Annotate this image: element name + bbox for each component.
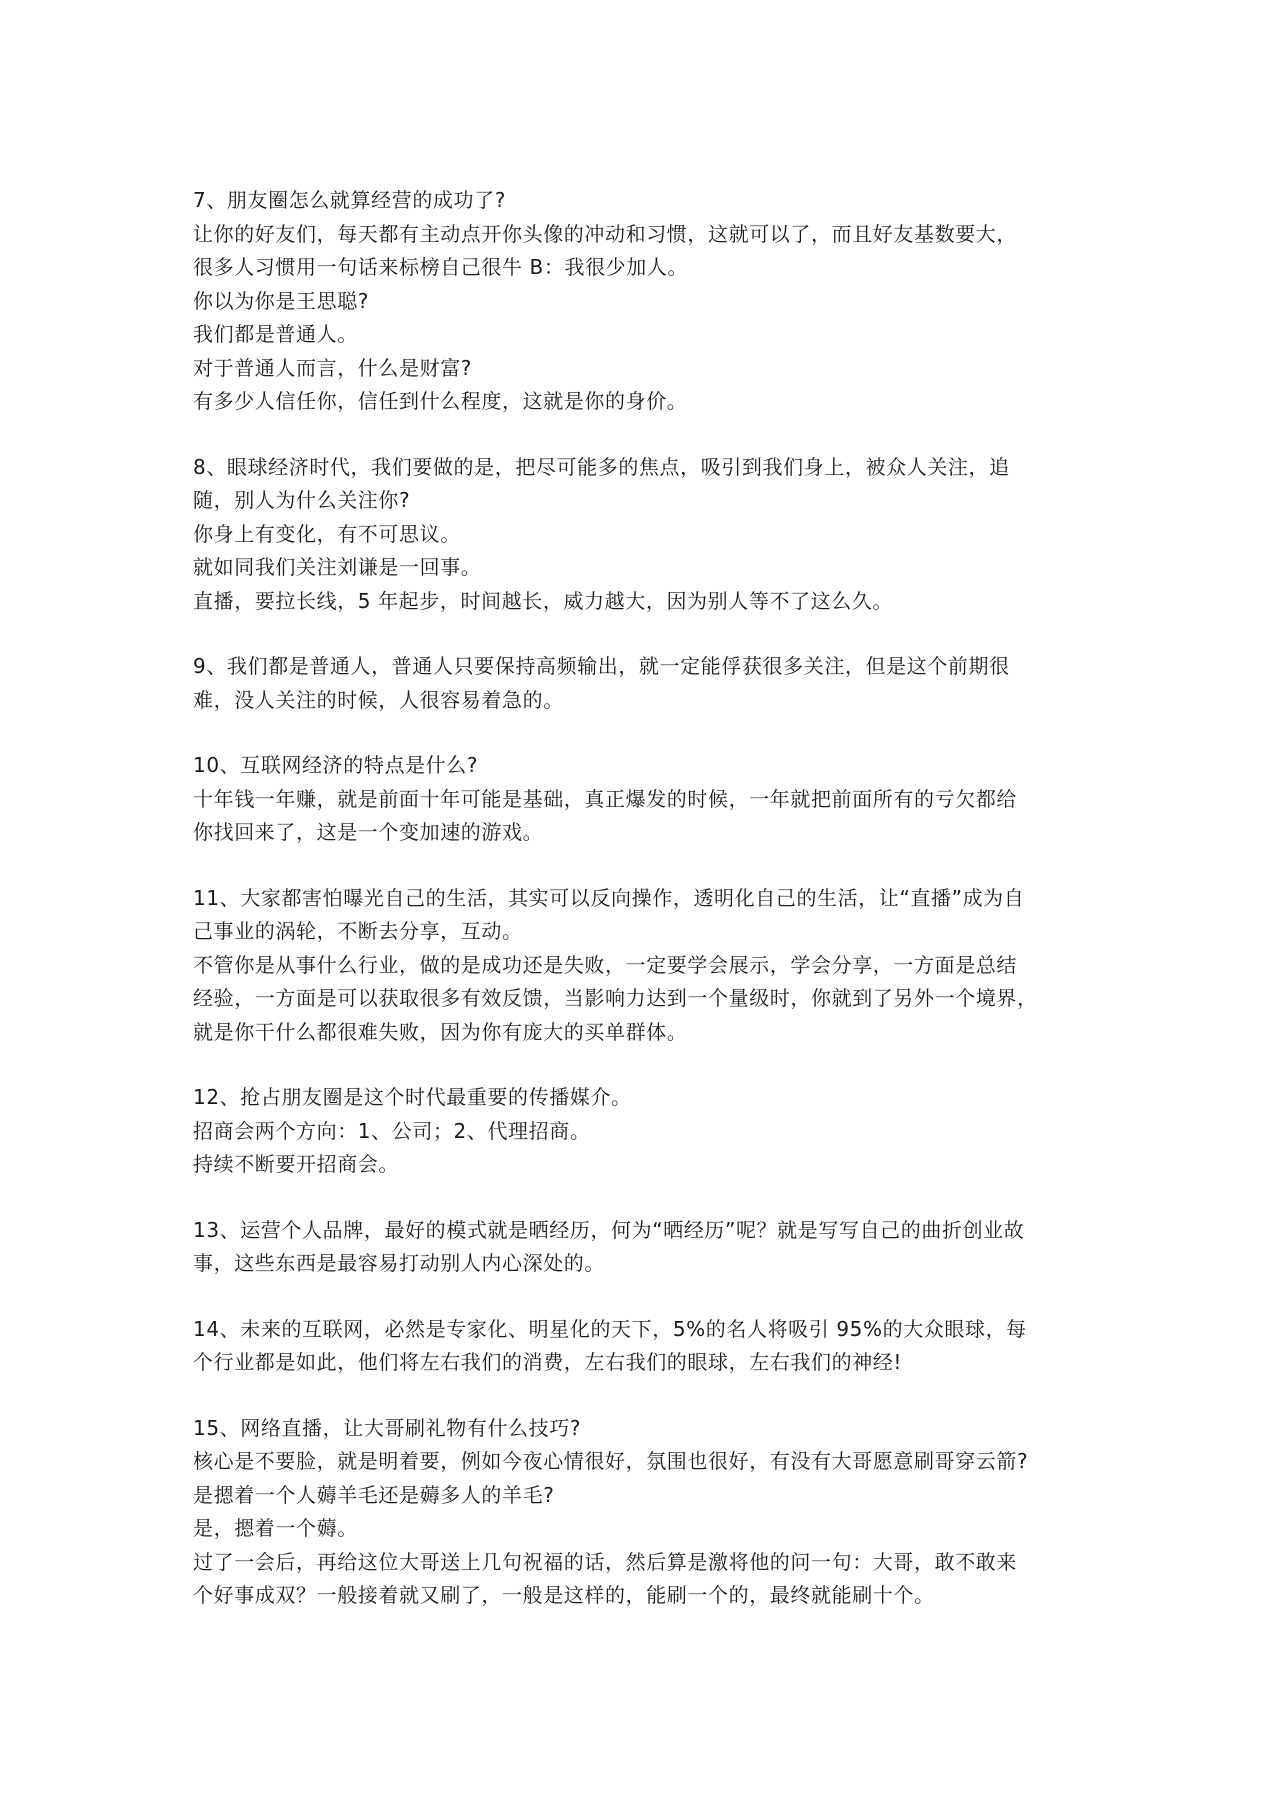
- paragraph-line: 8、眼球经济时代，我们要做的是，把尽可能多的焦点，吸引到我们身上，被众人关注，追: [193, 454, 1010, 479]
- section-15: [193, 1412, 1083, 1613]
- paragraph-line: 过了一会后，再给这位大哥送上几句祝福的话，然后算是激将他的问一句：大哥，敢不敢来: [193, 1549, 1017, 1574]
- paragraph-line: 7、朋友圈怎么就算经营的成功了?: [193, 188, 506, 212]
- section-9: [193, 650, 1083, 717]
- paragraph-line: 是，摁着一个薅。: [193, 1516, 358, 1540]
- paragraph-line: 核心是不要脸，就是明着要，例如今夜心情很好，氛围也很好，有没有大哥愿意刷哥穿云箭?: [193, 1449, 1029, 1473]
- paragraph-line: 招商会两个方向：1、公司；2、代理招商。: [193, 1118, 591, 1143]
- paragraph-line: 就是你干什么都很难失败，因为你有庞大的买单群体。: [193, 1019, 688, 1044]
- paragraph-line: 你身上有变化，有不可思议。: [193, 521, 461, 546]
- paragraph-line: 经验，一方面是可以获取很多有效反馈，当影响力达到一个量级时，你就到了另外一个境界，: [193, 986, 1038, 1010]
- paragraph-line: 14、未来的互联网，必然是专家化、明星化的天下，5%的名人将吸引 95%的大众眼球，每: [193, 1316, 1027, 1341]
- paragraph-line: 个好事成双？一般接着就又刷了，一般是这样的，能刷一个的，最终就能刷十个。: [193, 1583, 935, 1607]
- paragraph-line: 12、抢占朋友圈是这个时代最重要的传播媒介。: [193, 1085, 632, 1109]
- paragraph-line: 十年钱一年赚，就是前面十年可能是基础，真正爆发的时候，一年就把前面所有的亏欠都给: [193, 786, 1017, 811]
- paragraph-line: 你找回来了，这是一个变加速的游戏。: [193, 820, 544, 844]
- paragraph-line: 15、网络直播，让大哥刷礼物有什么技巧?: [193, 1415, 582, 1440]
- paragraph-line: 个行业都是如此，他们将左右我们的消费，左右我们的眼球，左右我们的神经!: [193, 1350, 903, 1374]
- paragraph-line: 不管你是从事什么行业，做的是成功还是失败，一定要学会展示，学会分享，一方面是总结: [193, 952, 1017, 977]
- section-7: [193, 184, 1083, 419]
- paragraph-line: 11、大家都害怕曝光自己的生活，其实可以反向操作，透明化自己的生活，让“直播”成为自: [193, 885, 1025, 910]
- document-body: [193, 184, 1083, 1645]
- section-8: [193, 451, 1083, 619]
- paragraph-line: 难，没人关注的时候，人很容易着急的。: [193, 687, 564, 712]
- paragraph-line: 就如同我们关注刘谦是一回事。: [193, 555, 482, 579]
- section-14: [193, 1313, 1083, 1380]
- paragraph-line: 有多少人信任你，信任到什么程度，这就是你的身价。: [193, 389, 688, 413]
- paragraph-line: 我们都是普通人。: [193, 322, 358, 346]
- paragraph-line: 持续不断要开招商会。: [193, 1152, 399, 1176]
- paragraph-line: 直播，要拉长线，5 年起步，时间越长，威力越大，因为别人等不了这么久。: [193, 588, 894, 613]
- paragraph-line: 对于普通人而言，什么是财富?: [193, 355, 473, 380]
- paragraph-line: 事，这些东西是最容易打动别人内心深处的。: [193, 1251, 605, 1275]
- paragraph-line: 13、运营个人品牌，最好的模式就是晒经历，何为“晒经历”呢？就是写写自己的曲折创业故: [193, 1217, 1025, 1242]
- paragraph-line: 9、我们都是普通人，普通人只要保持高频输出，就一定能俘获很多关注，但是这个前期很: [193, 654, 1010, 678]
- paragraph-line: 让你的好友们，每天都有主动点开你头像的冲动和习惯，这就可以了，而且好友基数要大，: [193, 221, 1017, 246]
- paragraph-line: 很多人习惯用一句话来标榜自己很牛 B：我很少加人。: [193, 255, 689, 279]
- section-11: [193, 882, 1083, 1050]
- paragraph-line: 10、互联网经济的特点是什么?: [193, 753, 479, 777]
- paragraph-line: 随，别人为什么关注你?: [193, 488, 411, 512]
- paragraph-line: 你以为你是王思聪?: [193, 288, 370, 313]
- section-12: [193, 1081, 1083, 1182]
- paragraph-line: 己事业的涡轮，不断去分享，互动。: [193, 919, 523, 943]
- paragraph-line: 是摁着一个人薅羊毛还是薅多人的羊毛?: [193, 1482, 555, 1507]
- section-10: [193, 749, 1083, 850]
- section-13: [193, 1214, 1083, 1281]
